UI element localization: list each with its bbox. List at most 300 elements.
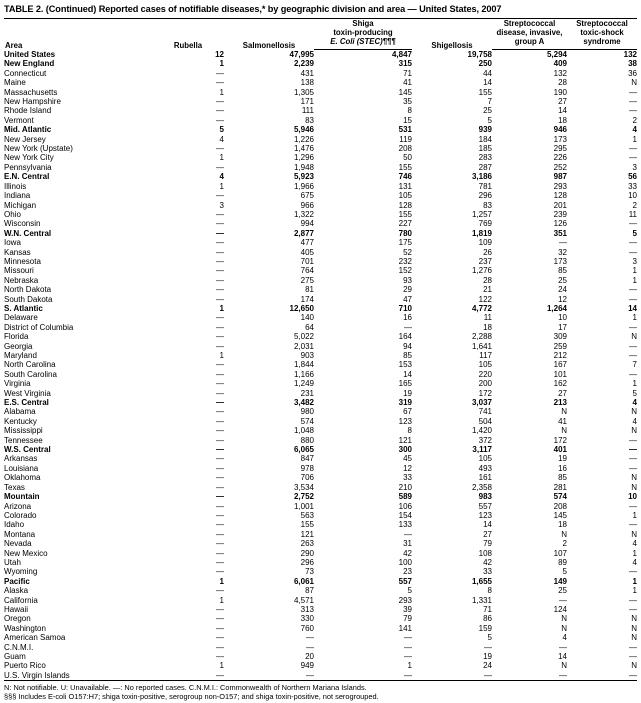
row-value: — [216,294,224,304]
table-row [4,436,637,445]
row-value: — [306,633,314,643]
row-value: 12 [558,294,567,304]
row-value: — [152,671,224,681]
row-value: 212 [553,351,567,360]
row-value: 4 [219,172,224,182]
row-area-label: Mid. Atlantic [4,125,52,135]
row-value: 309 [553,332,567,342]
row-value: 24 [483,661,492,671]
table-row [4,351,637,360]
row-value: — [629,247,637,257]
row-area-label: Vermont [4,115,34,125]
row-value: 281 [553,482,567,492]
row-value: 250 [478,59,492,69]
row-value: 33 [403,473,412,483]
table-row [4,445,637,454]
row-value: 14 [483,520,492,530]
row-value: 4 [632,416,637,426]
row-value: 21 [483,285,492,295]
row-value: 19 [403,388,412,398]
row-value: 79 [483,539,492,549]
row-value: 20 [305,652,314,661]
row-value: 574 [300,416,314,426]
row-value: 123 [478,510,492,520]
row-value: — [629,351,637,360]
row-value: 1 [219,87,224,97]
table-row [4,201,637,210]
row-value: 31 [403,539,412,549]
notifiable-diseases-table [4,18,637,681]
row-value: 563 [300,510,314,520]
row-value: 208 [398,144,412,154]
row-value: N [561,426,567,436]
row-value: 117 [479,351,492,360]
row-value: — [629,445,637,455]
header-rubella: Rubella [152,19,224,50]
row-value: 1,966 [293,181,314,191]
row-value: — [216,492,224,502]
row-value: — [216,398,224,408]
row-value: 85 [403,351,412,360]
row-value: 10 [558,313,567,323]
row-area-label: South Dakota [4,294,53,304]
row-value: N [631,614,637,624]
row-value: — [629,97,637,107]
row-value: 208 [553,501,567,511]
table-row [4,530,637,539]
row-value: 939 [478,125,492,135]
row-value: 6,061 [293,576,314,586]
row-value: 18 [558,115,567,125]
table-row [4,106,637,115]
row-value: N [561,623,567,633]
table-row [4,163,637,172]
row-value: 710 [398,303,412,313]
row-value: 56 [628,172,637,182]
row-value: 5 [487,115,492,125]
row-value: 330 [300,614,314,624]
row-value: — [492,671,567,681]
row-value: 5 [219,125,224,135]
row-value: 351 [553,228,567,238]
row-value: — [216,238,224,248]
row-value: — [216,68,224,78]
row-value: 83 [305,115,314,125]
row-value: 1,420 [471,426,492,436]
row-area-label: Indiana [4,191,31,201]
table-row [4,88,637,97]
header-strep-disease-line3: group A [514,37,545,46]
row-area-label: Illinois [4,181,27,191]
row-value: — [216,313,224,323]
row-area-label: Alabama [4,407,36,417]
row-area-label: Pennsylvania [4,162,52,172]
row-value: — [216,445,224,455]
row-area-label: Alaska [4,586,29,596]
row-value: 313 [300,604,314,614]
row-value: — [216,341,224,351]
row-value: 978 [300,463,314,473]
table-row [4,97,637,106]
row-value: 263 [300,539,314,549]
row-value: 980 [300,407,314,417]
row-value: — [216,463,224,473]
row-area-label: Massachusetts [4,87,58,97]
row-value: — [629,463,637,473]
row-value: 33 [628,181,637,191]
row-value: 1,249 [293,379,314,389]
table-row [4,59,637,68]
row-value: 706 [300,473,314,483]
table-row [4,257,637,266]
row-value: 154 [398,510,412,520]
row-value: — [216,633,224,643]
row-value: — [224,671,314,681]
row-value: 29 [403,285,412,295]
row-value: 290 [300,548,314,558]
row-value: 155 [478,87,492,97]
row-value: 171 [300,97,314,107]
row-value: 200 [478,379,492,389]
row-value: — [629,369,637,379]
table-row [4,407,637,416]
table-body [4,50,637,681]
table-row [4,661,637,670]
row-value: 319 [398,398,412,408]
row-value: 18 [483,322,492,332]
row-value: 966 [300,200,314,210]
row-value: 760 [300,623,314,633]
row-value: 27 [558,97,567,107]
row-value: 44 [483,68,492,78]
row-value: 275 [300,275,314,285]
row-value: 23 [403,567,412,577]
row-value: 293 [553,181,567,191]
row-value: 1,296 [293,153,314,163]
row-value: 5,923 [293,172,314,182]
row-value: — [216,652,224,661]
row-value: — [629,219,637,229]
row-value: 372 [478,435,492,445]
row-value: 1 [219,303,224,313]
row-area-label: E.S. Central [4,398,49,408]
row-value: 252 [553,162,567,172]
row-value: 108 [478,548,492,558]
row-value: 126 [553,219,567,229]
row-area-label: Oklahoma [4,473,41,483]
table-row [4,238,637,247]
row-area-label: Georgia [4,341,33,351]
row-area-label: American Samoa [4,633,66,643]
row-value: 227 [398,219,412,229]
row-value: 27 [483,529,492,539]
row-value: 173 [553,256,567,266]
row-value: 3 [219,200,224,210]
table-row [4,520,637,529]
header-strep-tss-line2: toxic-shock [580,28,624,37]
row-value: 107 [553,548,567,558]
row-value: — [216,191,224,201]
row-value: 41 [558,416,567,426]
table-row [4,483,637,492]
row-value: — [216,106,224,116]
row-value: 175 [398,238,412,248]
row-value: 201 [553,200,567,210]
header-shiga-line2: toxin-producing [333,28,393,37]
row-area-label: New York (Upstate) [4,144,73,154]
table-row [4,398,637,407]
row-value: 1,476 [293,144,314,154]
table-row [4,135,637,144]
footnote-line-1: N: Not notifiable. U: Unavailable. —: No reported cases. C.N.M.I.: Commonwealth of Northern Mariana Islands. [4,683,367,693]
row-value: 2 [632,200,637,210]
table-row [4,567,637,576]
row-value: 213 [553,398,567,408]
row-value: — [629,322,637,332]
table-row [4,549,637,558]
table-row [4,304,637,313]
row-value: — [216,567,224,577]
row-value: 780 [398,228,412,238]
row-value: 35 [403,97,412,107]
row-value: 5 [562,567,567,577]
row-value: 557 [398,576,412,586]
row-value: 1 [632,586,637,596]
table-row [4,605,637,614]
row-value: — [404,322,412,332]
row-value: 946 [553,125,567,135]
row-value: — [216,97,224,107]
row-value: — [216,388,224,398]
row-value: — [629,87,637,97]
row-value: — [216,482,224,492]
row-value: 300 [398,445,412,455]
row-value: 1 [632,510,637,520]
row-value: 42 [403,548,412,558]
row-value: 16 [403,313,412,323]
table-row [4,276,637,285]
row-value: 1 [632,576,637,586]
row-value: 25 [483,106,492,116]
table-row [4,295,637,304]
row-value: — [216,623,224,633]
table-row [4,313,637,322]
row-value: — [314,671,412,681]
row-value: 4 [562,633,567,643]
row-value: 531 [398,125,412,135]
row-value: — [216,144,224,154]
row-area-label: Arkansas [4,454,38,464]
row-value: 1,322 [293,209,314,219]
row-value: 1 [632,313,637,323]
row-value: — [216,266,224,276]
row-value: 19 [483,652,492,661]
row-area-label: Nevada [4,539,32,549]
row-value: 5,294 [546,50,567,59]
header-salmonellosis: Salmonellosis [224,19,314,50]
table-row [4,210,637,219]
row-value: — [412,671,492,681]
row-value: 2 [562,539,567,549]
row-value: — [216,501,224,511]
row-value: 1,305 [293,87,314,97]
row-value: 1 [632,548,637,558]
row-value: 1 [219,351,224,360]
row-area-label: Montana [4,529,36,539]
row-value: 86 [483,614,492,624]
row-value: 81 [305,285,314,295]
row-value: 105 [478,454,492,464]
row-area-label: Delaware [4,313,38,323]
row-value: 8 [487,586,492,596]
row-value: 11 [628,209,637,219]
row-value: 3,037 [471,398,492,408]
row-value: N [561,661,567,671]
row-value: 172 [478,388,492,398]
row-value: 5 [632,228,637,238]
row-value: 3,482 [293,398,314,408]
header-shiga-line1: Shiga [314,19,412,29]
row-value: 5,946 [293,125,314,135]
row-area-label: Arizona [4,501,32,511]
header-shiga-line3: E. Coli (STEC)¶¶¶ [330,37,396,46]
row-area-label: C.N.M.I. [4,642,34,652]
row-value: 25 [558,586,567,596]
row-value: — [567,671,637,681]
row-area-label: Kentucky [4,416,37,426]
row-value: 47,995 [289,50,314,59]
row-value: 19 [558,454,567,464]
row-value: 153 [398,360,412,370]
table-row [4,577,637,586]
row-value: 85 [558,266,567,276]
row-value: 12,650 [289,303,314,313]
row-value: — [629,153,637,163]
row-value: 1 [219,59,224,69]
row-value: 164 [398,332,412,342]
row-value: — [216,275,224,285]
row-value: 5 [487,633,492,643]
row-value: 14 [403,369,412,379]
row-value: 100 [398,557,412,567]
row-value: — [216,557,224,567]
row-value: 493 [478,463,492,473]
row-value: 1,276 [471,266,492,276]
table-row [4,614,637,623]
row-value: 184 [478,134,492,144]
row-value: 4 [219,134,224,144]
row-value: N [631,407,637,417]
row-value: 781 [478,181,492,191]
row-value: 741 [478,407,492,417]
row-value: 140 [300,313,314,323]
row-area-label: Idaho [4,520,25,530]
row-value: 14 [558,652,567,661]
row-value: — [559,238,567,248]
row-value: 122 [478,294,492,304]
row-value: 167 [553,360,567,370]
row-value: 185 [478,144,492,154]
row-area-label: Guam [4,652,26,661]
row-value: 1,166 [293,369,314,379]
row-value: 11 [483,313,492,323]
row-area-label: Wisconsin [4,219,41,229]
row-value: 33 [483,567,492,577]
row-value: 1,844 [293,360,314,370]
row-value: 1 [632,266,637,276]
header-strep-tss-line3: syndrome [583,37,621,46]
row-value: 71 [483,604,492,614]
table-row [4,285,637,294]
row-value: 1,048 [293,426,314,436]
row-value: 133 [398,520,412,530]
row-value: — [629,642,637,652]
row-value: 159 [478,623,492,633]
row-value: 2,031 [293,341,314,351]
row-value: 14 [628,303,637,313]
row-area-label: Louisiana [4,463,39,473]
row-value: 237 [478,256,492,266]
row-value: 121 [398,435,412,445]
row-value: — [216,473,224,483]
row-value: 128 [553,191,567,201]
row-area-label: U.S. Virgin Islands [4,671,152,681]
table-row [4,229,637,238]
row-value: 296 [300,557,314,567]
table-row [4,454,637,463]
row-value: — [216,407,224,417]
row-value: 405 [300,247,314,257]
row-value: — [216,604,224,614]
row-value: 409 [553,59,567,69]
row-area-label: Michigan [4,200,37,210]
row-value: — [306,642,314,652]
row-area-label: New Mexico [4,548,48,558]
row-area-label: Iowa [4,238,21,248]
row-value: — [629,238,637,248]
row-value: — [629,595,637,605]
row-value: 5,022 [293,332,314,342]
row-value: 10 [628,492,637,502]
row-value: 16 [558,463,567,473]
row-value: 4,847 [391,50,412,59]
row-area-label: E.N. Central [4,172,50,182]
row-value: 293 [398,595,412,605]
row-value: 14 [483,78,492,88]
row-area-label: Nebraska [4,275,39,285]
row-value: 26 [483,247,492,257]
row-value: — [404,642,412,652]
table-row [4,191,637,200]
row-value: 41 [403,78,412,88]
row-value: 259 [553,341,567,351]
row-area-label: W.S. Central [4,445,51,455]
header-area: Area [4,19,152,50]
row-value: 174 [300,294,314,304]
row-value: 131 [398,181,412,191]
row-area-label: Mississippi [4,426,43,436]
row-value: — [216,379,224,389]
row-value: — [216,162,224,172]
row-area-label: Hawaii [4,604,29,614]
row-value: 847 [300,454,314,464]
table-row [4,492,637,501]
row-value: N [631,482,637,492]
row-value: — [484,642,492,652]
row-area-label: North Dakota [4,285,52,295]
row-value: — [216,369,224,379]
row-value: 83 [483,200,492,210]
